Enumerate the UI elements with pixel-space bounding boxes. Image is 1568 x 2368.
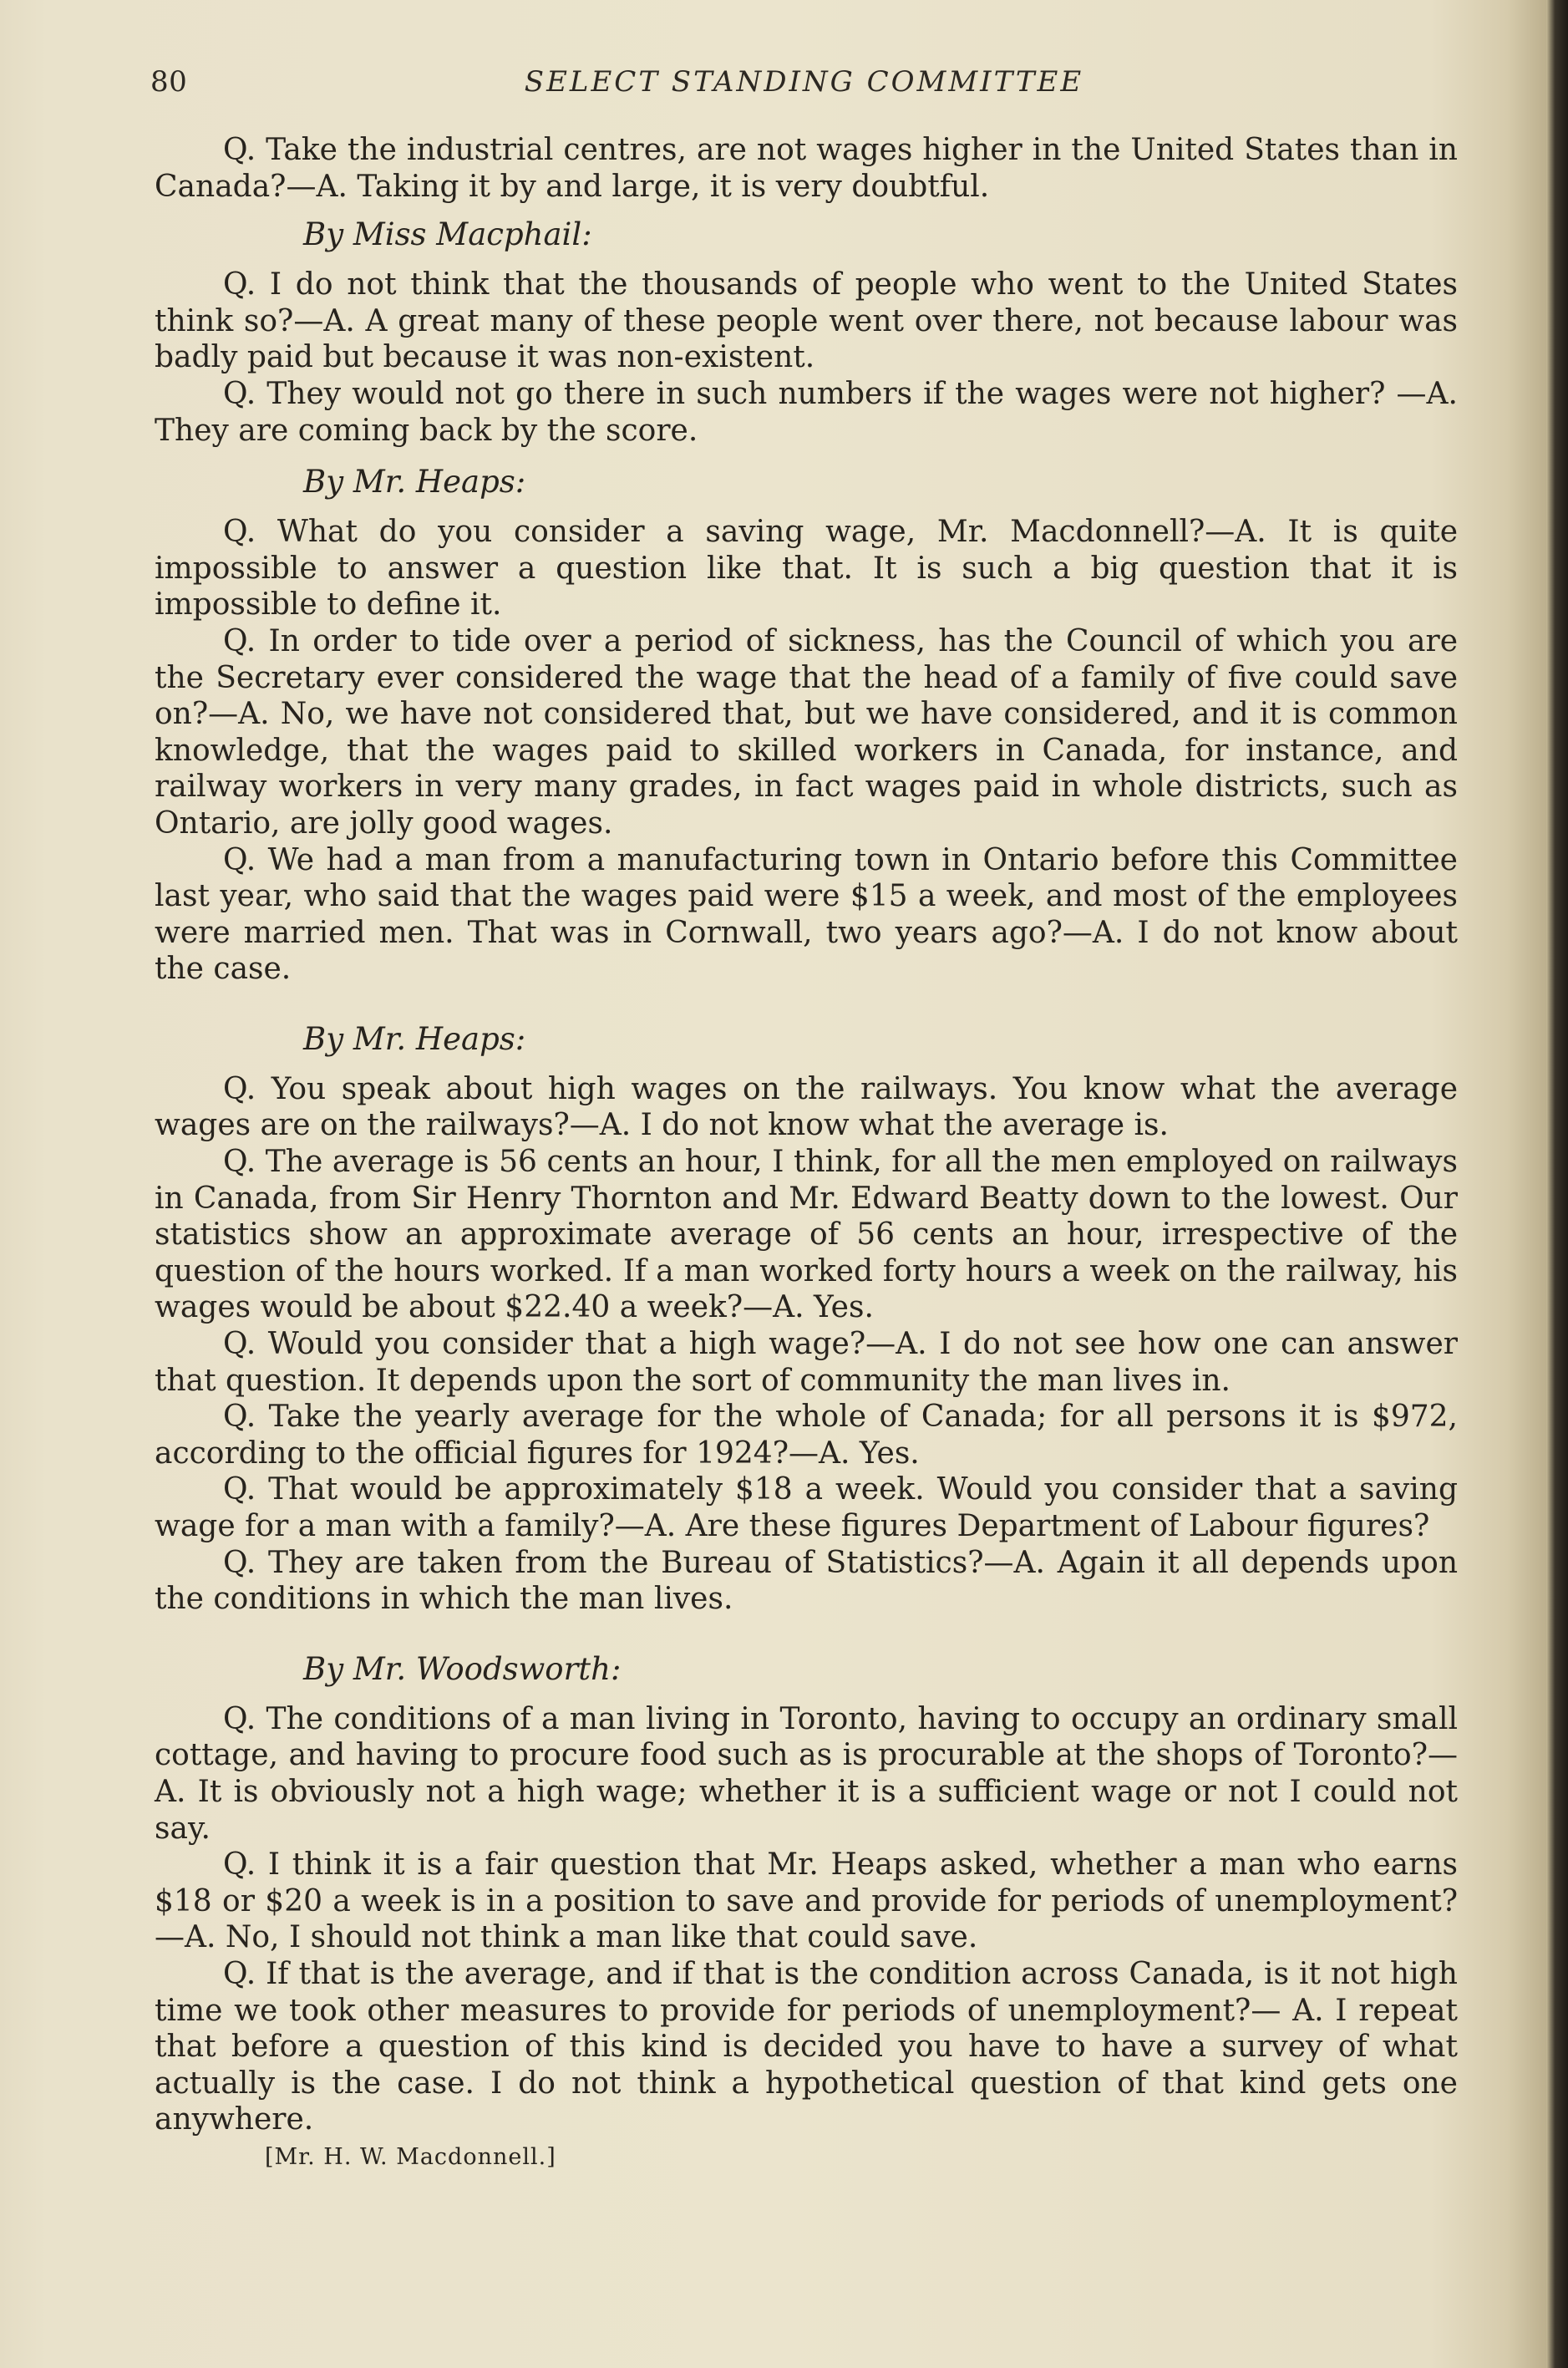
question-answer: Q. Take the yearly average for the whole of Canada; for all persons it is $972, according to the official figures for 1924?—A. Yes.	[155, 1400, 1458, 1471]
question-answer: Q. If that is the average, and if that is the condition across Canada, is it not high time we took other measures to provide for periods of unemployment?— A. I repeat that before a question of this kind is decided you have to have a survey of what actually is the case. I do not think a hypothetical question of that kind gets one anywhere.	[155, 1956, 1458, 2137]
question-answer: Q. That would be approximately $18 a week. Would you consider that a saving wage for a man with a family?—A. Are these figures Department of Labour figures?	[155, 1472, 1458, 1543]
question-answer: Q. The conditions of a man living in Toronto, having to occupy an ordinary small cottage, and having to procure food such as is procurable at the shops of Toronto?—A. It is obviously not a high wage; whether it is a sufficient wage or not I could not say.	[155, 1701, 1458, 1846]
question-answer: Q. What do you consider a saving wage, Mr. Macdonnell?—A. It is quite impossible to answer a question like that. It is such a big question that it is impossible to define it.	[155, 515, 1458, 622]
question-answer: Q. I think it is a fair question that Mr. Heaps asked, whether a man who earns $18 or $20 a week is in a position to save and provide for periods of unemployment?—A. No, I should not think a man like that could save.	[155, 1847, 1458, 1955]
transcript-body	[155, 132, 1458, 2172]
question-answer: Q. Would you consider that a high wage?—A. I do not see how one can answer that question. It depends upon the sort of community the man lives in.	[155, 1327, 1458, 1398]
question-answer: Q. We had a man from a manufacturing town in Ontario before this Committee last year, who said that the wages paid were $15 a week, and most of the employees were married men. That was in Cornwall, two years ago?—A. I do not know about the case.	[155, 842, 1458, 987]
question-answer: Q. I do not think that the thousands of people who went to the United States think so?—A. A great many of these people went over there, not because labour was badly paid but because it was non-existent.	[155, 267, 1458, 375]
running-head: SELECT STANDING COMMITTEE	[524, 65, 1084, 99]
page-header	[150, 65, 1458, 107]
speaker-heading: By Mr. Woodsworth:	[303, 1650, 622, 1687]
question-answer: Q. In order to tide over a period of sickness, has the Council of which you are the Secretary ever considered the wage that the head of a family of five could save on?—A. No, we have not considered that, but we have considered, and it is common knowledge, that the wages paid to skilled workers in Canada, for instance, and railway workers in very many grades, in fact wages paid in whole districts, such as Ontario, are jolly good wages.	[155, 623, 1458, 841]
question-answer: Q. You speak about high wages on the railways. You know what the average wages are on the railways?—A. I do not know what the average is.	[155, 1071, 1458, 1143]
page-number: 80	[150, 65, 188, 99]
question-answer: Q. They are taken from the Bureau of Statistics?—A. Again it all depends upon the conditions in which the man lives.	[155, 1545, 1458, 1617]
witness-footer: [Mr. H. W. Macdonnell.]	[265, 2143, 556, 2170]
speaker-heading: By Miss Macphail:	[303, 216, 592, 253]
question-answer: Q. The average is 56 cents an hour, I think, for all the men employed on railways in Canada, from Sir Henry Thornton and Mr. Edward Beatty down to the lowest. Our statistics show an approximate average of 56 cents an hour, irrespective of the question of the hours worked. If a man worked forty hours a week on the railway, his wages would be about $22.40 a week?—A. Yes.	[155, 1145, 1458, 1325]
speaker-heading: By Mr. Heaps:	[303, 464, 526, 501]
question-answer: Q. They would not go there in such numbers if the wages were not higher? —A. They are coming back by the score.	[155, 376, 1458, 448]
question-answer: Q. Take the industrial centres, are not wages higher in the United States than in Canada?—A. Taking it by and large, it is very doubtful.	[155, 133, 1458, 204]
speaker-heading: By Mr. Heaps:	[303, 1020, 526, 1057]
page-edge-shadow	[1546, 0, 1568, 2368]
